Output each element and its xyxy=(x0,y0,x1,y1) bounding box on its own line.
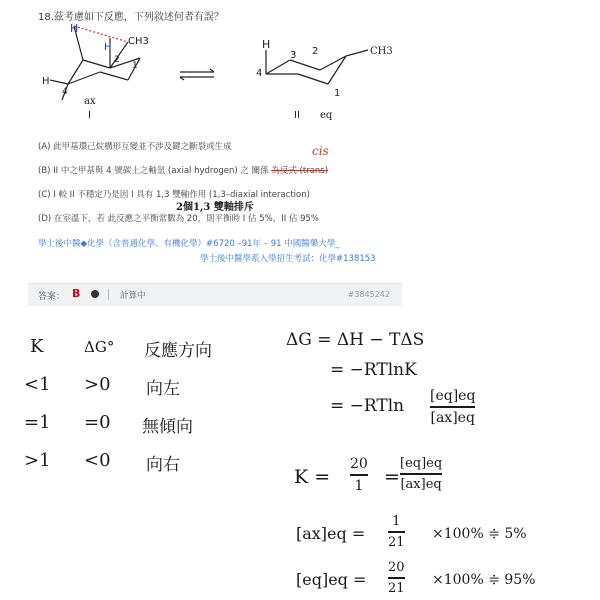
option-b-prefix: (B) II 中之甲基與 4 號碳上之軸氫 (axial hydrogen) 之 關係 xyxy=(38,166,269,176)
structure-ii-label: II xyxy=(294,110,300,121)
ax-frac xyxy=(388,514,405,550)
option-a: (A) 此甲基環己烷構形互變並不涉及鍵之斷裂或生成 xyxy=(38,142,232,152)
row2-dg: =0 xyxy=(84,412,111,433)
eq-frac-bar xyxy=(430,406,475,408)
source-line-1[interactable]: 學士後中醫◆化學（含普通化學、有機化學）#6720 –91年 – 91 中國醫藥大學_ xyxy=(38,239,340,249)
eq-rtlnk: = −RTlnK xyxy=(330,360,417,380)
diaxial-annotation: 2個1,3 雙軸排斥 xyxy=(176,202,254,213)
k-frac-den: 1 xyxy=(354,477,364,494)
source-line-2[interactable]: 學士後中醫學系入學招生考試：化學#138153 xyxy=(200,254,376,264)
num-1-left: 1 xyxy=(132,61,138,71)
ax-left: [ax]eq = xyxy=(296,524,366,543)
row1-dir: 向左 xyxy=(146,379,180,399)
answer-bar xyxy=(28,283,402,306)
num-4-left: 4 xyxy=(62,87,68,97)
atom-ch3: CH3 xyxy=(128,36,149,47)
equilibrium-arrow xyxy=(180,69,214,80)
num-3-ii: 3 xyxy=(290,50,297,61)
divider xyxy=(108,289,109,300)
eqv-right: ×100% ≑ 95% xyxy=(432,572,536,588)
k-left: K = xyxy=(294,466,331,488)
num-2-left: 2 xyxy=(114,55,120,65)
question-title: 18.茲考慮如下反應，下列敘述何者有誤？ xyxy=(38,12,224,23)
eqv-frac-num: 20 xyxy=(388,560,405,575)
cis-annotation: cis xyxy=(312,144,329,158)
atom-h-top: H xyxy=(70,22,79,35)
table-header-k: K xyxy=(30,336,44,357)
eq-frac-den: [ax]eq xyxy=(430,409,475,426)
row2-k: =1 xyxy=(24,412,51,433)
eqv-frac-den: 21 xyxy=(388,580,405,596)
k-frac-bar xyxy=(350,474,368,476)
k-eq-sign: = xyxy=(384,466,400,488)
eq-frac-num: [eq]eq xyxy=(430,388,476,404)
ax-right: ×100% ≑ 5% xyxy=(432,526,527,542)
chair-structures xyxy=(28,22,402,122)
row3-dg: <0 xyxy=(84,450,111,471)
eqv-frac-bar xyxy=(388,577,405,579)
question-id: #3845242 xyxy=(347,290,390,299)
bug-icon[interactable] xyxy=(91,290,99,298)
k-frac-num: 20 xyxy=(350,456,368,472)
row1-dg: >0 xyxy=(84,374,111,395)
option-b xyxy=(38,164,328,176)
atom-h-ii: H xyxy=(262,38,271,51)
atom-h-mid: H xyxy=(104,42,112,53)
eqv-left: [eq]eq = xyxy=(296,570,367,589)
answer-label: 答案： xyxy=(38,292,66,302)
row2-dir: 無傾向 xyxy=(142,417,193,437)
question-card xyxy=(28,0,402,305)
k-frac xyxy=(350,456,368,494)
ax-frac-den: 21 xyxy=(388,534,405,550)
eq-frac xyxy=(430,388,475,426)
calc-label[interactable]: 計算中 xyxy=(120,291,146,301)
num-2-ii: 2 xyxy=(312,46,319,57)
structure-i-label: I xyxy=(88,110,91,121)
row3-dir: 向右 xyxy=(146,455,180,475)
table-header-dg: ΔG° xyxy=(84,338,115,356)
answer-value: B xyxy=(72,287,81,300)
k-frac2 xyxy=(400,456,442,492)
table-header-dir: 反應方向 xyxy=(144,341,212,361)
atom-ch3-ii: CH3 xyxy=(370,46,393,57)
option-d: (D) 在室溫下，若 此反應之平衡常數為 20，則平衡時 I 佔 5%，II 佔 95% xyxy=(38,214,320,224)
row1-k: <1 xyxy=(24,374,51,395)
structure-ii-note: eq xyxy=(320,110,333,121)
num-4-ii: 4 xyxy=(256,68,263,79)
k-frac2-bar xyxy=(400,473,442,475)
num-1-ii: 1 xyxy=(334,88,341,99)
k-frac2-den: [ax]eq xyxy=(400,476,442,492)
k-frac2-num: [eq]eq xyxy=(400,456,443,471)
ax-frac-num: 1 xyxy=(392,514,401,529)
option-c: (C) I 較 II 不穩定乃是因 I 具有 1,3 雙軸作用 (1,3–diaxial interaction) xyxy=(38,190,310,200)
option-b-struck: 為反式 (trans) xyxy=(271,166,329,176)
atom-h-left: H xyxy=(42,76,50,87)
ax-frac-bar xyxy=(388,531,405,533)
eq-rtln: = −RTln xyxy=(330,396,405,416)
eq-gibbs: ΔG = ΔH − TΔS xyxy=(286,330,425,350)
eqv-frac xyxy=(388,560,405,596)
row3-k: >1 xyxy=(24,450,51,471)
structure-i-note: ax xyxy=(84,96,96,107)
